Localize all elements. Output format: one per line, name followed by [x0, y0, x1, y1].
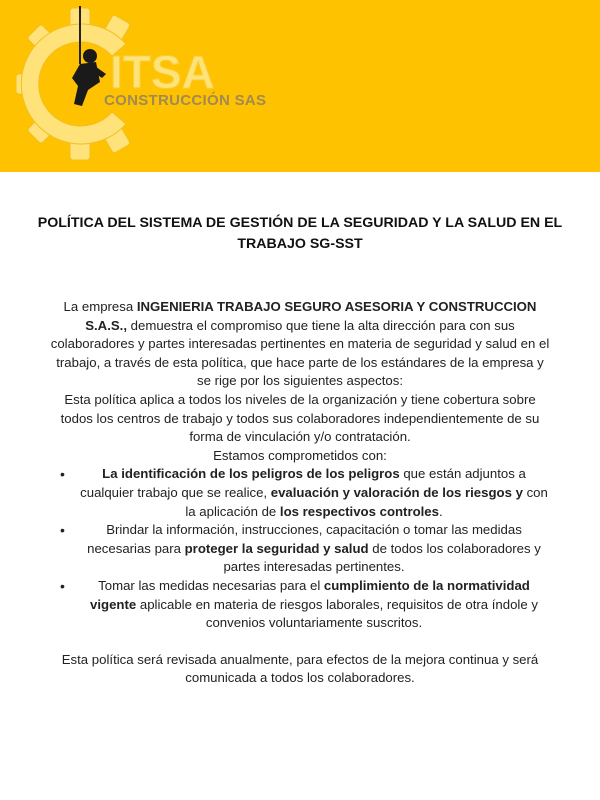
- bullet-icon: •: [60, 522, 65, 539]
- policy-body: [50, 298, 550, 688]
- company-subtitle: CONSTRUCCIÓN SAS: [104, 92, 267, 109]
- list-item: • La identificación de los peligros de los peligros que están adjuntos a cualquier trabajo que se realice, evaluación y valoración de los riesgos y con la aplicación de los respectivos controles.: [50, 465, 550, 521]
- bullet-icon: •: [60, 577, 65, 594]
- closing-paragraph: Esta política será revisada anualmente, para efectos de la mejora continua y será comunicada a todos los colaboradores.: [61, 651, 539, 686]
- company-name: INGENIERIA TRABAJO SEGURO ASESORIA Y CONSTRUCCION S.A.S.,: [85, 299, 537, 333]
- list-item: • Brindar la información, instrucciones, capacitación o tomar las medidas necesarias para proteger la seguridad y salud de todos los colaboradores y partes interesadas pertinentes.: [50, 521, 550, 577]
- bullet-icon: •: [60, 466, 65, 483]
- company-logo: [14, 4, 294, 164]
- spacer: [50, 633, 550, 651]
- document-title: POLÍTICA DEL SISTEMA DE GESTIÓN DE LA SEGURIDAD Y LA SALUD EN EL TRABAJO SG-SST: [37, 215, 563, 252]
- list-item: • Tomar las medidas necesarias para el cumplimiento de la normatividad vigente aplicable en materia de riesgos laborales, requisitos de otra índole y convenios voluntariamente suscritos.: [50, 577, 550, 633]
- logo-text: ITSA: [110, 46, 215, 98]
- intro-paragraph: La empresa INGENIERIA TRABAJO SEGURO ASESORIA Y CONSTRUCCION S.A.S., demuestra el compromiso que tiene la alta dirección para con sus colaboradores y partes interesadas pertinentes en materia de seguridad y salud en el trabajo, a través de esta política, que hace parte de los estándares de la empresa y se rige por los siguientes aspectos:: [50, 299, 550, 389]
- scope-paragraph: Esta política aplica a todos los niveles de la organización y tiene cobertura sobre todos los centros de trabajo y todos sus colaboradores independientemente de su forma de vinculación y/o contratación.: [60, 391, 540, 445]
- header-banner: [0, 0, 600, 172]
- committed-heading: Estamos comprometidos con:: [213, 447, 387, 463]
